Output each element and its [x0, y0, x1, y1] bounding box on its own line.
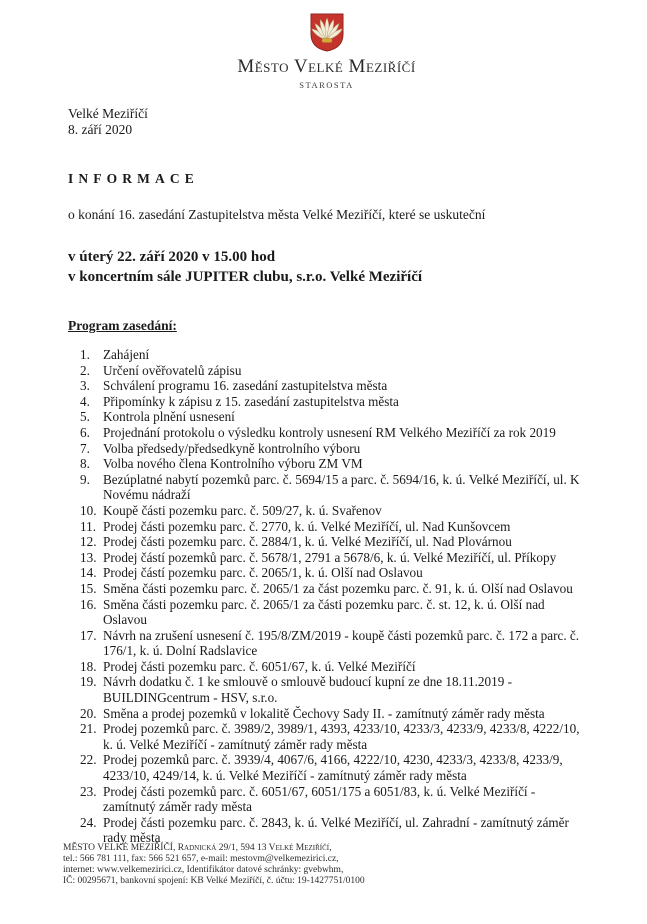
program-item-number: 9.: [80, 471, 90, 487]
footer-phone-email-line: tel.: 566 781 111, fax: 566 521 657, e-mail: mestovm@velkemezirici.cz,: [63, 854, 339, 864]
program-item-text: Návrh na zrušení usnesení č. 195/8/ZM/2019 - koupě části pozemků parc. č. 172 a parc. č. 176/1, k. ú. Dolní Radslavice: [103, 627, 580, 659]
document-place: Velké Meziříčí: [68, 106, 148, 121]
footer-address-line: MĚSTO VELKÉ MEZIŘÍČÍ, Radnická 29/1, 594 13 Velké Meziříčí,: [63, 843, 332, 853]
meeting-datetime-venue: [68, 247, 585, 287]
program-item-text: Směna části pozemku parc. č. 2065/1 za část pozemku parc. č. 91, k. ú. Olší nad Oslavou: [103, 580, 573, 596]
program-item-text: Návrh dodatku č. 1 ke smlouvě o smlouvě budoucí kupní ze dne 18.11.2019 - BUILDINGcentrum - HSV, s.r.o.: [103, 674, 512, 706]
program-item: [80, 721, 585, 752]
program-item: [80, 363, 585, 379]
program-item: [80, 550, 585, 566]
program-item: [80, 534, 585, 550]
footer-bank-line: IČ: 00295671, bankovní spojení: KB Velké Meziříčí, č. účtu: 19-1427751/0100: [63, 876, 365, 886]
program-item: [80, 581, 585, 597]
program-item-number: 5.: [80, 409, 90, 425]
program-item: [80, 784, 585, 815]
program-item: [80, 456, 585, 472]
intro-line: o konání 16. zasedání Zastupitelstva města Velké Meziříčí, které se uskuteční: [68, 207, 486, 222]
program-item: [80, 597, 585, 628]
program-item: [80, 628, 585, 659]
program-item-number: 2.: [80, 362, 90, 378]
letterhead: [68, 12, 585, 90]
program-item: [80, 565, 585, 581]
program-item: [80, 815, 585, 846]
program-item-number: 11.: [80, 518, 96, 534]
program-item-number: 6.: [80, 424, 90, 440]
program-item-number: 7.: [80, 440, 90, 456]
program-item: [80, 425, 585, 441]
program-item-text: Prodej části pozemků parc. č. 6051/67, 6051/175 a 6051/83, k. ú. Velké Meziříčí - zamítnutý záměr rady města: [103, 783, 536, 815]
program-item: [80, 503, 585, 519]
program-item-text: Prodej částí pozemku parc. č. 2065/1, k. ú. Olší nad Oslavou: [103, 565, 423, 581]
program-item-text: Směna části pozemku parc. č. 2065/1 za části pozemku parc. č. st. 12, k. ú. Olší nad Oslavou: [103, 596, 545, 628]
program-item-number: 17.: [80, 627, 97, 643]
program-item-number: 16.: [80, 596, 97, 612]
program-item-text: Schválení programu 16. zasedání zastupitelstva města: [103, 378, 388, 394]
meeting-datetime-line: v úterý 22. září 2020 v 15.00 hod: [68, 249, 276, 265]
program-item-number: 8.: [80, 456, 90, 472]
program-item-text: Kontrola plnění usnesení: [103, 409, 235, 425]
program-item-number: 10.: [80, 502, 97, 518]
program-item-text: Prodej části pozemku parc. č. 2843, k. ú. Velké Meziříčí, ul. Zahradní - zamítnutý záměr rady města: [103, 814, 569, 846]
program-item-number: 23.: [80, 783, 97, 799]
program-item-number: 20.: [80, 705, 97, 721]
program-item-number: 4.: [80, 393, 90, 409]
program-item: [80, 519, 585, 535]
document-date: 8. září 2020: [68, 122, 133, 137]
program-item-text: Zahájení: [103, 347, 150, 362]
program-item-number: 19.: [80, 674, 97, 690]
program-item-text: Určení ověřovatelů zápisu: [103, 362, 242, 378]
program-item: [80, 441, 585, 457]
program-item-text: Připomínky k zápisu z 15. zasedání zastupitelstva města: [103, 393, 399, 409]
footer-internet-line: internet: www.velkemezirici.cz, Identifikátor datové schránky: gvebwhm,: [63, 865, 344, 875]
program-item-text: Prodej pozemků parc. č. 3989/2, 3989/1, 4393, 4233/10, 4233/3, 4233/9, 4233/8, 4222/10, k. ú. Velké Meziříčí - zamítnutý záměr rady města: [103, 721, 580, 752]
program-item-text: Směna a prodej pozemků v lokalitě Čechovy Sady II. - zamítnutý záměr rady města: [103, 705, 545, 721]
program-item-text: Bezúplatné nabytí pozemků parc. č. 5694/15 a parc. č. 5694/16, k. ú. Velké Meziříčí, ul. K Novému nádraží: [103, 471, 580, 503]
program-item: [80, 472, 585, 503]
program-item: [80, 394, 585, 410]
footer-contact-block: [63, 843, 607, 887]
city-coat-of-arms-icon: [307, 12, 347, 52]
place-and-date-block: [68, 106, 585, 138]
program-item-number: 1.: [80, 347, 90, 362]
program-heading: Program zasedání:: [68, 318, 177, 333]
program-item-number: 22.: [80, 752, 97, 768]
document-title: INFORMACE: [68, 171, 199, 186]
program-item-number: 12.: [80, 534, 97, 550]
program-item-number: 13.: [80, 549, 97, 565]
program-item-text: Prodej částí pozemků parc. č. 5678/1, 2791 a 5678/6, k. ú. Velké Meziříčí, ul. Příkopy: [103, 549, 557, 565]
program-item: [80, 706, 585, 722]
program-item-text: Prodej pozemků parc. č. 3939/4, 4067/6, 4166, 4222/10, 4230, 4233/3, 4233/8, 4233/9, 4233/10, 4249/14, k. ú. Velké Meziříčí - zamítnutý záměr rady města: [103, 752, 563, 784]
program-item-text: Prodej části pozemku parc. č. 2770, k. ú. Velké Meziříčí, ul. Nad Kunšovcem: [103, 518, 511, 534]
program-item: [80, 659, 585, 675]
program-item: [80, 674, 585, 705]
program-item-number: 15.: [80, 580, 97, 596]
program-list: [80, 347, 585, 846]
program-item-text: Prodej části pozemku parc. č. 6051/67, k. ú. Velké Meziříčí: [103, 658, 416, 674]
program-item-number: 18.: [80, 658, 97, 674]
program-item: [80, 347, 585, 363]
organization-title: Město Velké Meziříčí: [237, 56, 416, 77]
program-item-number: 24.: [80, 814, 97, 830]
program-item-number: 14.: [80, 565, 97, 581]
program-item-text: Koupě části pozemku parc. č. 509/27, k. ú. Svařenov: [103, 502, 382, 518]
program-item-text: Volba předsedy/předsedkyně kontrolního výboru: [103, 440, 361, 456]
program-item-number: 3.: [80, 378, 90, 394]
meeting-venue-line: v koncertním sále JUPITER clubu, s.r.o. Velké Meziříčí: [68, 269, 423, 285]
program-item-text: Prodej části pozemku parc. č. 2884/1, k. ú. Velké Meziříčí, ul. Nad Plovárnou: [103, 534, 512, 550]
program-item: [80, 752, 585, 783]
organization-subtitle: STAROSTA: [299, 80, 354, 90]
program-item: [80, 409, 585, 425]
program-item-text: Volba nového člena Kontrolního výboru ZM VM: [103, 456, 363, 472]
program-item: [80, 378, 585, 394]
program-item-text: Projednání protokolu o výsledku kontroly usnesení RM Velkého Meziříčí za rok 2019: [103, 424, 556, 440]
program-item-number: 21.: [80, 721, 97, 737]
